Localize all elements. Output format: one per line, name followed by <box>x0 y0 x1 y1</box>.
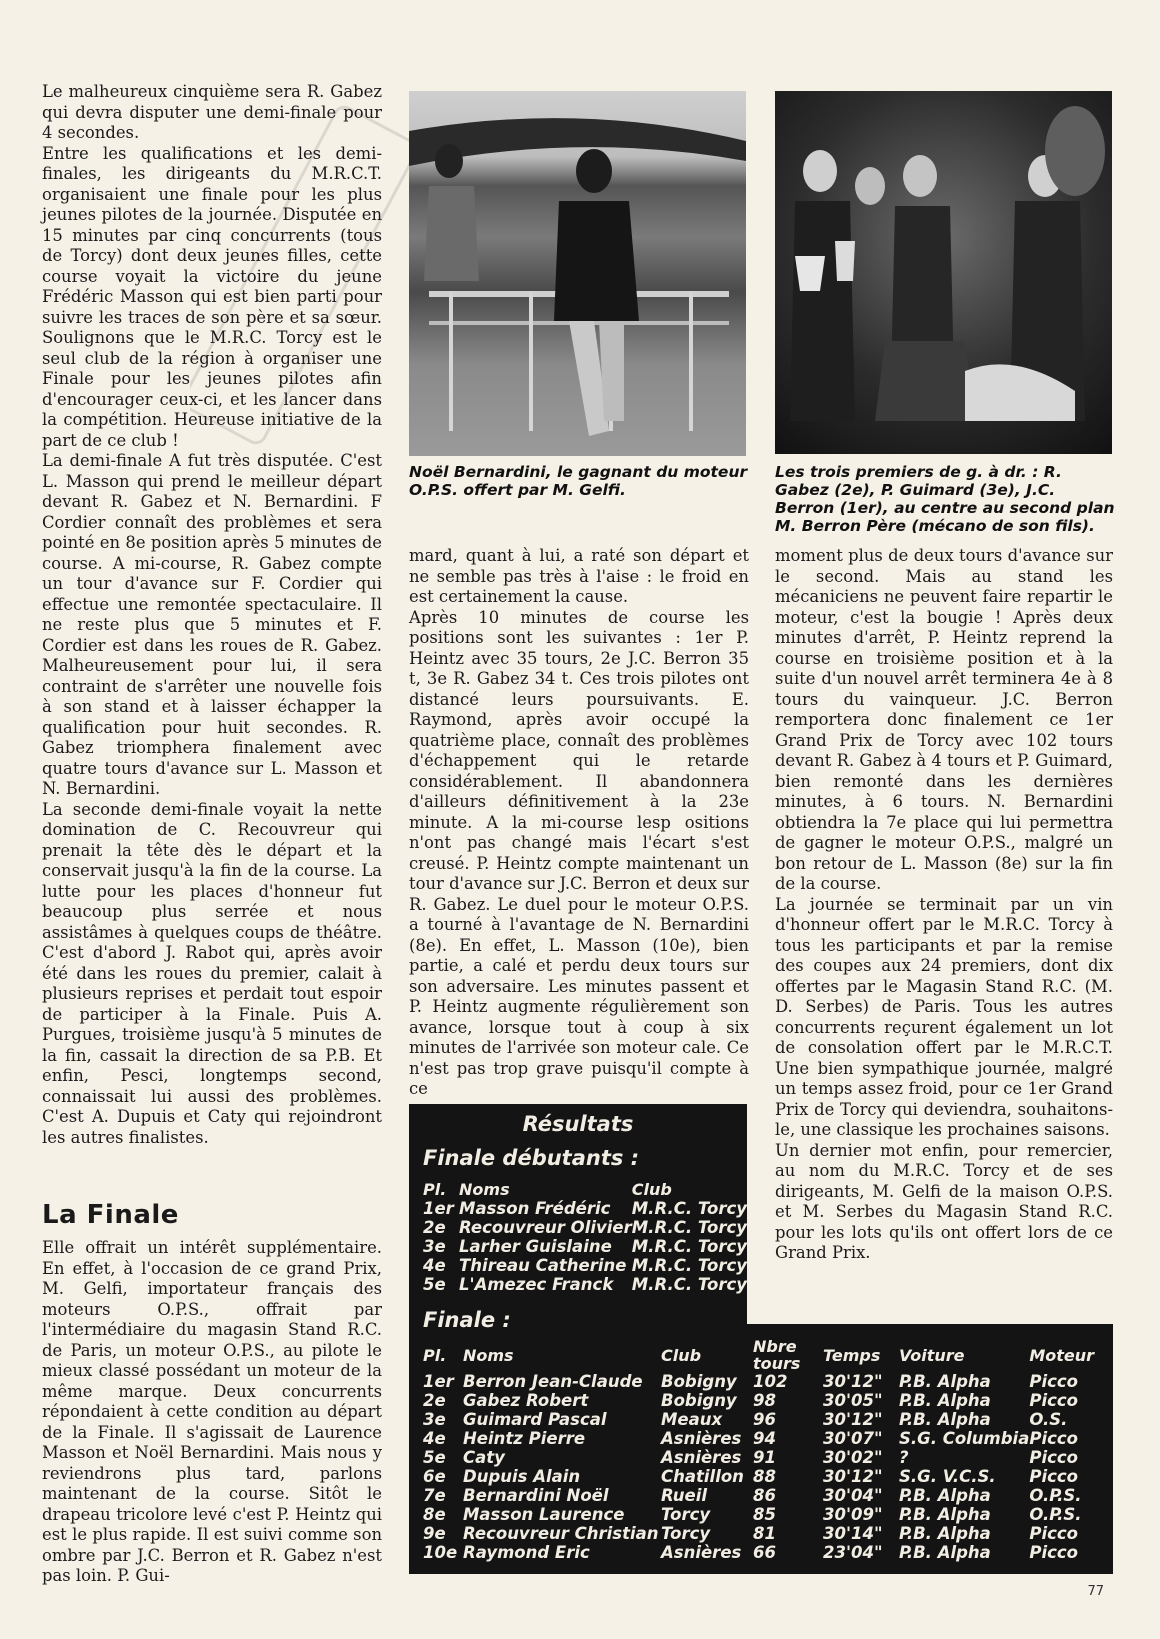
table-row <box>423 1218 747 1237</box>
cell-engine: Picco <box>1029 1391 1079 1410</box>
cell-place: 4e <box>423 1429 446 1448</box>
cell-place: 7e <box>423 1486 446 1505</box>
cell-club: Bobigny <box>661 1372 737 1391</box>
cell-car: ? <box>899 1448 909 1467</box>
header-noms: Noms <box>459 1180 510 1199</box>
paragraph: La journée se terminait par un vin d'honneur offert par le M.R.C. Torcy à tous les participants et par la remise des coupes aux 24 premiers, dont dix offertes par le Magasin Stand R.C. (M. D. Serbes) de Paris. Tous les autres concurrents reçurent également un lot de consolation offert par le M.R.C.T. Une bien sympathique journée, malgré un temps assez froid, pour ce 1er Grand Prix de Torcy qui deviendra, souhaitons-le, une classique les prochaines saisons. <box>775 894 1113 1139</box>
page-number: 77 <box>1087 1584 1104 1599</box>
cell-club: Asnières <box>661 1429 742 1448</box>
cell-engine: Picco <box>1029 1524 1079 1543</box>
cell-time: 30'14" <box>823 1524 883 1543</box>
cell-name: Caty <box>463 1448 505 1467</box>
cell-place: 6e <box>423 1467 446 1486</box>
header-club: Club <box>661 1345 702 1365</box>
cell-engine: Picco <box>1029 1467 1079 1486</box>
cell-engine: O.P.S. <box>1029 1486 1082 1505</box>
photo-winner-noel-bernardini <box>409 91 746 456</box>
cell-engine: O.P.S. <box>1029 1505 1082 1524</box>
cell-time: 30'09" <box>823 1505 883 1524</box>
cell-place: 4e <box>423 1256 446 1275</box>
cell-engine: O.S. <box>1029 1410 1068 1429</box>
results-box-debutants <box>409 1104 747 1324</box>
cell-time: 30'05" <box>823 1391 883 1410</box>
cell-car: P.B. Alpha <box>899 1543 991 1562</box>
header-club: Club <box>631 1180 672 1199</box>
cell-name: Berron Jean-Claude <box>463 1372 643 1391</box>
cell-place: 2e <box>423 1391 446 1410</box>
table-row <box>423 1448 1094 1467</box>
cell-car: P.B. Alpha <box>899 1524 991 1543</box>
article-column-2 <box>409 546 749 1100</box>
header-pl: Pl. <box>423 1345 447 1365</box>
cell-club: M.R.C. Torcy <box>631 1256 747 1275</box>
cell-time: 30'12" <box>823 1467 883 1486</box>
paragraph: Le malheureux cinquième sera R. Gabez qui devra disputer une demi-finale pour 4 secondes. <box>42 82 382 142</box>
paragraph: mard, quant à lui, a raté son départ et ne semble pas très à l'aise : le froid en est certainement la cause. <box>409 546 749 606</box>
cell-place: 8e <box>423 1505 446 1524</box>
header-noms: Noms <box>463 1345 514 1365</box>
cell-laps: 94 <box>753 1429 776 1448</box>
cell-club: Meaux <box>661 1410 723 1429</box>
debutants-heading: Finale débutants : <box>423 1146 640 1170</box>
cell-name: Thireau Catherine <box>459 1256 627 1275</box>
cell-club: Asnières <box>661 1448 742 1467</box>
cell-laps: 98 <box>753 1391 776 1410</box>
table-row <box>423 1199 747 1218</box>
cell-club: Rueil <box>661 1486 708 1505</box>
cell-name: Recouvreur Christian <box>463 1524 659 1543</box>
cell-club: Asnières <box>661 1543 742 1562</box>
table-row <box>423 1467 1094 1486</box>
paragraph: moment plus de deux tours d'avance sur le second. Mais au stand les mécaniciens ne peuvent faire repartir le moteur, c'est la bougie ! Après deux minutes d'arrêt, P. Heintz reprend la course en troisième position et à la suite d'un nouvel arrêt terminera 4e à 8 tours du vainqueur. J.C. Berron remportera donc finalement ce 1er Grand Prix de Torcy avec 102 tours devant R. Gabez à 4 tours et P. Guimard, bien remonté dans les dernières minutes, à 6 tours. N. Bernardini obtiendra la 7e place qui lui permettra de gagner le moteur O.P.S., malgré un bon retour de L. Masson (8e) sur la fin de la course. <box>775 546 1113 893</box>
table-row <box>423 1524 1094 1543</box>
table-row <box>423 1410 1094 1429</box>
debutants-table <box>423 1180 747 1294</box>
cell-laps: 86 <box>753 1486 776 1505</box>
photo-caption-1: Noël Bernardini, le gagnant du moteur O.P.S. offert par M. Gelfi. <box>409 463 748 499</box>
cell-time: 30'12" <box>823 1372 883 1391</box>
table-row <box>423 1505 1094 1524</box>
table-row <box>423 1429 1094 1448</box>
cell-engine: Picco <box>1029 1543 1079 1562</box>
cell-name: Masson Laurence <box>463 1505 625 1524</box>
cell-time: 30'02" <box>823 1448 883 1467</box>
cell-car: P.B. Alpha <box>899 1486 991 1505</box>
cell-name: Larher Guislaine <box>459 1237 612 1256</box>
cell-laps: 102 <box>753 1372 788 1391</box>
header-pl: Pl. <box>423 1180 447 1199</box>
cell-place: 1er <box>423 1372 454 1391</box>
cell-club: M.R.C. Torcy <box>631 1218 747 1237</box>
cell-time: 30'07" <box>823 1429 883 1448</box>
header-nbre-tours: Nbre tours <box>753 1337 801 1373</box>
cell-engine: Picco <box>1029 1372 1079 1391</box>
cell-name: Raymond Eric <box>463 1543 590 1562</box>
cell-laps: 81 <box>753 1524 776 1543</box>
cell-club: Bobigny <box>661 1391 737 1410</box>
cell-car: P.B. Alpha <box>899 1391 991 1410</box>
cell-name: Gabez Robert <box>463 1391 589 1410</box>
cell-place: 5e <box>423 1448 446 1467</box>
cell-club: Torcy <box>661 1505 711 1524</box>
table-row <box>423 1256 747 1275</box>
cell-laps: 91 <box>753 1448 776 1467</box>
cell-place: 3e <box>423 1237 446 1256</box>
article-column-3 <box>775 546 1113 1264</box>
cell-place: 3e <box>423 1410 446 1429</box>
cell-club: Torcy <box>661 1524 711 1543</box>
table-row <box>423 1275 747 1294</box>
table-row <box>423 1391 1094 1410</box>
section-heading: La Finale <box>42 1200 179 1230</box>
cell-car: P.B. Alpha <box>899 1505 991 1524</box>
cell-place: 10e <box>423 1543 458 1562</box>
finale-heading: Finale : <box>423 1308 511 1332</box>
cell-time: 23'04" <box>823 1543 883 1562</box>
header-moteur: Moteur <box>1029 1345 1095 1365</box>
cell-engine: Picco <box>1029 1448 1079 1467</box>
table-row <box>423 1486 1094 1505</box>
table-row <box>423 1543 1094 1562</box>
cell-name: Recouvreur Olivier <box>459 1218 632 1237</box>
finale-table <box>423 1338 1094 1562</box>
cell-club: M.R.C. Torcy <box>631 1199 747 1218</box>
cell-car: S.G. Columbia <box>899 1429 1030 1448</box>
cell-place: 2e <box>423 1218 446 1237</box>
cell-place: 5e <box>423 1275 446 1294</box>
paragraph: Entre les qualifications et les demi-finales, les dirigeants du M.R.C.T. organisaient une finale pour les plus jeunes pilotes de la journée. Disputée en 15 minutes par cinq concurrents (tous de Torcy) dont deux jeunes filles, cette course voyait la victoire du jeune Frédéric Masson qui est bien parti pour suivre les traces de son père et sa sœur. Soulignons que le M.R.C. Torcy est le seul club de la région à organiser une Finale pour les jeunes pilotes afin d'encourager ceux-ci, et les lancer dans la compétition. Heureuse initiative de la part de ce club ! <box>42 143 382 450</box>
cell-car: P.B. Alpha <box>899 1410 991 1429</box>
cell-laps: 88 <box>753 1467 776 1486</box>
cell-place: 9e <box>423 1524 446 1543</box>
cell-car: P.B. Alpha <box>899 1372 991 1391</box>
article-column-1 <box>42 82 382 1148</box>
paragraph: La demi-finale A fut très disputée. C'est L. Masson qui prend le meilleur départ devant R. Gabez et N. Bernardini. F Cordier connaît des problèmes et sera pointé en 8e position après 5 minutes de course. A mi-course, R. Gabez compte un tour d'avance sur F. Cordier qui effectue une remontée spectaculaire. Il ne reste plus que 5 minutes et F. Cordier est dans les roues de R. Gabez. Malheureusement pour lui, il sera contraint de s'arrêter une nouvelle fois à son stand et à laisser échapper la qualification pour huit secondes. R. Gabez triomphera finalement avec quatre tours d'avance sur L. Masson et N. Bernardini. <box>42 451 382 798</box>
cell-name: Dupuis Alain <box>463 1467 581 1486</box>
cell-name: Heintz Pierre <box>463 1429 586 1448</box>
cell-club: M.R.C. Torcy <box>631 1275 747 1294</box>
paragraph: Après 10 minutes de course les positions sont les suivantes : 1er P. Heintz avec 35 tours, 2e J.C. Berron 35 t, 3e R. Gabez 34 t. Ces trois pilotes ont distancé leurs poursuivants. E. Raymond, après avoir occupé la quatrième place, connaît des problèmes d'échappement qui le retarde considérablement. Il abandonnera d'ailleurs définitivement à la 23e minute. A la mi-course lesp ositions n'ont pas changé mais l'écart s'est creusé. P. Heintz compte maintenant un tour d'avance sur J.C. Berron et deux sur R. Gabez. Le duel pour le moteur O.P.S. a tourné à l'avantage de N. Bernardini (8e). En effet, L. Masson (10e), bien partie, a calé et perdu deux tours sur son adversaire. Les minutes passent et P. Heintz augmente régulièrement son avance, lorsque tout à coup à six minutes de l'arrivée son moteur cale. Ce n'est pas trop grave puisqu'il compte à ce <box>409 607 749 1098</box>
cell-time: 30'12" <box>823 1410 883 1429</box>
photo-caption-2: Les trois premiers de g. à dr. : R. Gabez (2e), P. Guimard (3e), J.C. Berron (1er), au centre au second plan M. Berron Père (mécano de son fils). <box>775 463 1115 535</box>
paragraph: Elle offrait un intérêt supplémentaire. En effet, à l'occasion de ce grand Prix, M. Gelfi, importateur français des moteurs O.P.S., offrait par l'intermédiaire du magasin Stand R.C. de Paris, un moteur O.P.S., au pilote le mieux classé possédant un moteur de la même marque. Deux concurrents répondaient à cette condition au départ de la Finale. Il s'agissait de Laurence Masson et Noël Bernardini. Mais nous y reviendrons plus tard, parlons maintenant de la course. Sitôt le drapeau tricolore levé c'est P. Heintz qui est le plus rapide. Il est suivi comme son ombre par J.C. Berron et R. Gabez n'est pas loin. P. Gui- <box>42 1238 382 1585</box>
paragraph: La seconde demi-finale voyait la nette domination de C. Recouvreur qui prenait la tête dès le départ et la conservait jusqu'à la fin de la course. La lutte pour les places d'honneur fut beaucoup plus serrée et nous assistâmes à quelques coups de théâtre. C'est d'abord J. Rabot qui, après avoir été dans les roues du premier, calait à plusieurs reprises et perdait tout espoir de participer à la Finale. Puis A. Purgues, troisième jusqu'à 5 minutes de la fin, cassait la direction de sa P.B. Et enfin, Pesci, longtemps second, connaissait lui aussi des problèmes. C'est A. Dupuis et Caty qui rejoindront les autres finalistes. <box>42 799 382 1147</box>
results-box-finale <box>409 1308 1113 1574</box>
cell-club: M.R.C. Torcy <box>631 1237 747 1256</box>
cell-club: Chatillon <box>661 1467 744 1486</box>
cell-name: Guimard Pascal <box>463 1410 607 1429</box>
table-row <box>423 1237 747 1256</box>
results-title: Résultats <box>522 1112 634 1136</box>
cell-laps: 96 <box>753 1410 776 1429</box>
header-voiture: Voiture <box>899 1345 965 1365</box>
cell-place: 1er <box>423 1199 454 1218</box>
cell-laps: 66 <box>753 1543 776 1562</box>
cell-time: 30'04" <box>823 1486 883 1505</box>
paragraph: Un dernier mot enfin, pour remercier, au nom du M.R.C. Torcy et de ses dirigeants, M. Gelfi de la maison O.P.S. et M. Serbes du Magasin Stand R.C. pour les lots qu'ils ont offert lors de ce Grand Prix. <box>775 1140 1113 1262</box>
cell-laps: 85 <box>753 1505 776 1524</box>
photo-podium-winners <box>775 91 1112 454</box>
table-header-row <box>423 1338 1094 1372</box>
table-row <box>423 1372 1094 1391</box>
cell-name: Bernardini Noël <box>463 1486 609 1505</box>
cell-car: S.G. V.C.S. <box>899 1467 996 1486</box>
cell-name: Masson Frédéric <box>459 1199 611 1218</box>
table-header-row <box>423 1180 747 1199</box>
header-temps: Temps <box>823 1345 881 1365</box>
cell-engine: Picco <box>1029 1429 1079 1448</box>
article-column-1-continued <box>42 1238 382 1587</box>
cell-name: L'Amezec Franck <box>459 1275 614 1294</box>
